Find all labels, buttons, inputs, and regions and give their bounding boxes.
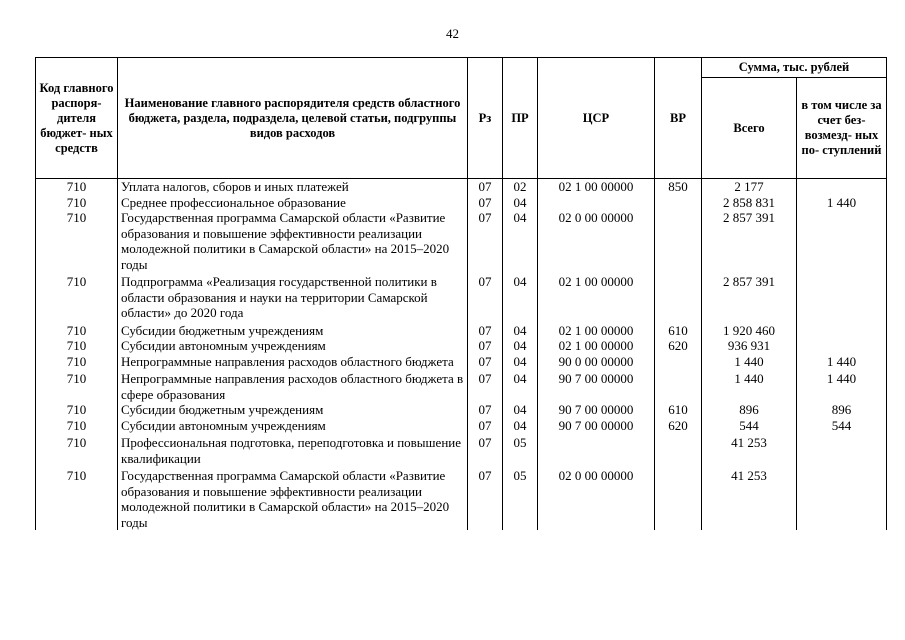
- cell-rz: 07: [468, 354, 503, 370]
- cell-name: Субсидии бюджетным учреждениям: [118, 321, 468, 339]
- cell-total: 2 857 391: [702, 210, 797, 272]
- cell-gratuitous: 1 440: [797, 354, 887, 370]
- table-row: [36, 338, 887, 354]
- cell-code: 710: [36, 466, 118, 530]
- table-row: [36, 321, 887, 339]
- cell-pr: 02: [503, 179, 538, 195]
- cell-gratuitous: 544: [797, 418, 887, 434]
- cell-name: Подпрограмма «Реализация государственной политики в области образования и науки на территории Самарской области» до 2020 года: [118, 272, 468, 321]
- cell-gratuitous: [797, 272, 887, 321]
- cell-vr: [655, 210, 702, 272]
- table-row: [36, 402, 887, 418]
- cell-rz: 07: [468, 179, 503, 195]
- cell-pr: 04: [503, 195, 538, 211]
- cell-csr: 02 1 00 00000: [538, 272, 655, 321]
- cell-rz: 07: [468, 433, 503, 466]
- cell-vr: 610: [655, 402, 702, 418]
- cell-gratuitous: 1 440: [797, 195, 887, 211]
- cell-name: Среднее профессиональное образование: [118, 195, 468, 211]
- cell-rz: 07: [468, 418, 503, 434]
- cell-vr: [655, 195, 702, 211]
- cell-total: 41 253: [702, 433, 797, 466]
- budget-table: [35, 57, 887, 530]
- cell-gratuitous: [797, 179, 887, 195]
- cell-total: 2 177: [702, 179, 797, 195]
- cell-vr: [655, 272, 702, 321]
- cell-name: Субсидии автономным учреждениям: [118, 338, 468, 354]
- cell-code: 710: [36, 272, 118, 321]
- cell-total: 41 253: [702, 466, 797, 530]
- cell-gratuitous: [797, 321, 887, 339]
- cell-csr: 90 7 00 00000: [538, 418, 655, 434]
- table-body: [36, 179, 887, 531]
- cell-name: Непрограммные направления расходов областного бюджета в сфере образования: [118, 369, 468, 402]
- cell-code: 710: [36, 210, 118, 272]
- cell-pr: 04: [503, 321, 538, 339]
- cell-pr: 05: [503, 466, 538, 530]
- cell-vr: 610: [655, 321, 702, 339]
- table-row: [36, 195, 887, 211]
- cell-csr: 02 0 00 00000: [538, 210, 655, 272]
- cell-name: Государственная программа Самарской области «Развитие образования и повышение эффективности реализации молодежной политики в Самарской области» на 2015–2020 годы: [118, 210, 468, 272]
- cell-name: Субсидии бюджетным учреждениям: [118, 402, 468, 418]
- cell-vr: 850: [655, 179, 702, 195]
- page-number: 42: [446, 26, 459, 41]
- cell-code: 710: [36, 402, 118, 418]
- cell-pr: 04: [503, 272, 538, 321]
- cell-gratuitous: 896: [797, 402, 887, 418]
- cell-vr: 620: [655, 338, 702, 354]
- cell-csr: 90 7 00 00000: [538, 402, 655, 418]
- table-row: [36, 354, 887, 370]
- cell-name: Субсидии автономным учреждениям: [118, 418, 468, 434]
- header-vr: ВР: [655, 58, 702, 179]
- cell-total: 1 440: [702, 369, 797, 402]
- cell-gratuitous: [797, 433, 887, 466]
- table-row: [36, 179, 887, 195]
- table-row: [36, 418, 887, 434]
- table-row: [36, 210, 887, 272]
- cell-code: 710: [36, 354, 118, 370]
- cell-total: 936 931: [702, 338, 797, 354]
- cell-gratuitous: [797, 210, 887, 272]
- cell-pr: 04: [503, 369, 538, 402]
- cell-code: 710: [36, 418, 118, 434]
- cell-total: 2 858 831: [702, 195, 797, 211]
- cell-gratuitous: 1 440: [797, 369, 887, 402]
- cell-code: 710: [36, 369, 118, 402]
- cell-pr: 04: [503, 338, 538, 354]
- header-sum-group: Сумма, тыс. рублей: [702, 58, 887, 78]
- cell-name: Государственная программа Самарской области «Развитие образования и повышение эффективности реализации молодежной политики в Самарской области» на 2015–2020 годы: [118, 466, 468, 530]
- cell-rz: 07: [468, 369, 503, 402]
- cell-rz: 07: [468, 338, 503, 354]
- cell-pr: 04: [503, 418, 538, 434]
- cell-pr: 05: [503, 433, 538, 466]
- cell-name: Непрограммные направления расходов областного бюджета: [118, 354, 468, 370]
- cell-csr: 02 1 00 00000: [538, 338, 655, 354]
- cell-vr: [655, 354, 702, 370]
- cell-vr: [655, 369, 702, 402]
- cell-rz: 07: [468, 402, 503, 418]
- cell-code: 710: [36, 321, 118, 339]
- cell-total: 544: [702, 418, 797, 434]
- cell-csr: 02 1 00 00000: [538, 321, 655, 339]
- header-csr: ЦСР: [538, 58, 655, 179]
- cell-vr: 620: [655, 418, 702, 434]
- cell-csr: 02 1 00 00000: [538, 179, 655, 195]
- cell-code: 710: [36, 338, 118, 354]
- header-code: Код главного распоря- дителя бюджет- ных средств: [36, 58, 118, 179]
- cell-rz: 07: [468, 466, 503, 530]
- cell-total: 1 440: [702, 354, 797, 370]
- table-row: [36, 272, 887, 321]
- cell-vr: [655, 433, 702, 466]
- cell-total: 896: [702, 402, 797, 418]
- cell-csr: [538, 433, 655, 466]
- cell-gratuitous: [797, 466, 887, 530]
- cell-pr: 04: [503, 402, 538, 418]
- header-gratuitous: в том числе за счет без- возмезд- ных по- ступлений: [797, 78, 887, 179]
- cell-rz: 07: [468, 195, 503, 211]
- table-row: [36, 466, 887, 530]
- header-pr: ПР: [503, 58, 538, 179]
- cell-pr: 04: [503, 354, 538, 370]
- cell-csr: 90 0 00 00000: [538, 354, 655, 370]
- header-total: Всего: [702, 78, 797, 179]
- header-rz: Рз: [468, 58, 503, 179]
- cell-code: 710: [36, 195, 118, 211]
- table-row: [36, 433, 887, 466]
- header-name: Наименование главного распорядителя средств областного бюджета, раздела, подраздела, целевой статьи, подгруппы видов расходов: [118, 58, 468, 179]
- cell-csr: 02 0 00 00000: [538, 466, 655, 530]
- cell-total: 2 857 391: [702, 272, 797, 321]
- cell-rz: 07: [468, 210, 503, 272]
- cell-code: 710: [36, 433, 118, 466]
- cell-csr: [538, 195, 655, 211]
- cell-csr: 90 7 00 00000: [538, 369, 655, 402]
- cell-name: Профессиональная подготовка, переподготовка и повышение квалификации: [118, 433, 468, 466]
- cell-gratuitous: [797, 338, 887, 354]
- cell-vr: [655, 466, 702, 530]
- cell-rz: 07: [468, 272, 503, 321]
- cell-total: 1 920 460: [702, 321, 797, 339]
- cell-rz: 07: [468, 321, 503, 339]
- cell-name: Уплата налогов, сборов и иных платежей: [118, 179, 468, 195]
- cell-pr: 04: [503, 210, 538, 272]
- cell-code: 710: [36, 179, 118, 195]
- table-row: [36, 369, 887, 402]
